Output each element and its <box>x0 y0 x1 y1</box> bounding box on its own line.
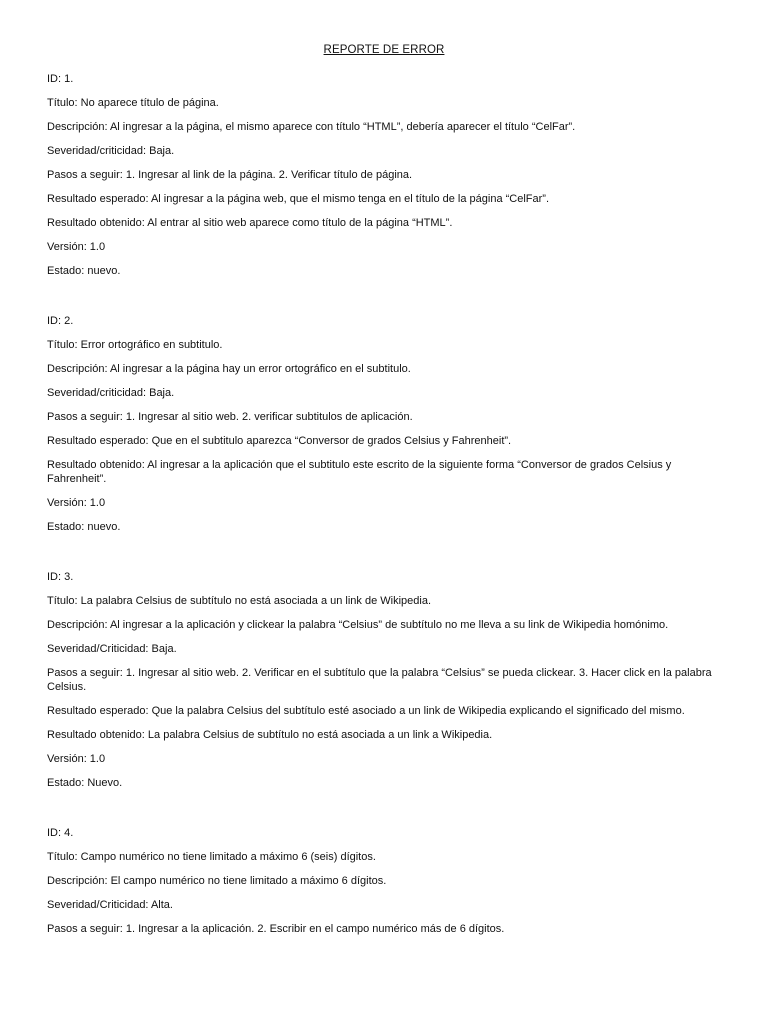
report-expected-result: Resultado esperado: Al ingresar a la página web, que el mismo tenga en el título de la página “CelFar”. <box>47 193 550 205</box>
report-title: Título: La palabra Celsius de subtítulo no está asociada a un link de Wikipedia. <box>47 595 432 607</box>
report-description: Descripción: Al ingresar a la aplicación y clickear la palabra “Celsius” de subtítulo no me lleva a su link de Wikipedia homónimo. <box>47 619 669 631</box>
report-status: Estado: Nuevo. <box>47 777 123 789</box>
report-severity: Severidad/criticidad: Baja. <box>47 387 175 399</box>
report-actual-result: Resultado obtenido: Al ingresar a la aplicación que el subtitulo este escrito de la siguiente forma “Conversor de grados Celsius y Fahrenheit”. <box>47 459 672 485</box>
report-id: ID: 4. <box>47 827 74 839</box>
report-actual-result: Resultado obtenido: Al entrar al sitio web aparece como título de la página “HTML”. <box>47 217 453 229</box>
report-steps: Pasos a seguir: 1. Ingresar al sitio web. 2. verificar subtitulos de aplicación. <box>47 411 413 423</box>
report-description: Descripción: Al ingresar a la página hay un error ortográfico en el subtitulo. <box>47 363 411 375</box>
document-body <box>47 72 722 972</box>
report-status: Estado: nuevo. <box>47 265 121 277</box>
error-report-2 <box>47 314 722 534</box>
report-version: Versión: 1.0 <box>47 241 106 253</box>
document-title: REPORTE DE ERROR <box>323 44 445 56</box>
report-status: Estado: nuevo. <box>47 521 121 533</box>
error-report-3 <box>47 570 722 790</box>
report-severity: Severidad/criticidad: Baja. <box>47 145 175 157</box>
report-title: Título: No aparece título de página. <box>47 97 219 109</box>
report-version: Versión: 1.0 <box>47 497 106 509</box>
report-severity: Severidad/Criticidad: Baja. <box>47 643 177 655</box>
report-version: Versión: 1.0 <box>47 753 106 765</box>
report-title: Título: Campo numérico no tiene limitado a máximo 6 (seis) dígitos. <box>47 851 376 863</box>
report-steps: Pasos a seguir: 1. Ingresar al link de la página. 2. Verificar título de página. <box>47 169 413 181</box>
report-description: Descripción: Al ingresar a la página, el mismo aparece con título “HTML”, debería aparecer el título “CelFar”. <box>47 121 576 133</box>
report-id: ID: 1. <box>47 73 74 85</box>
report-id: ID: 2. <box>47 315 74 327</box>
report-severity: Severidad/Criticidad: Alta. <box>47 899 173 911</box>
report-id: ID: 3. <box>47 571 74 583</box>
report-actual-result: Resultado obtenido: La palabra Celsius de subtítulo no está asociada a un link a Wikipedia. <box>47 729 493 741</box>
report-expected-result: Resultado esperado: Que en el subtitulo aparezca “Conversor de grados Celsius y Fahrenheit”. <box>47 435 512 447</box>
report-steps: Pasos a seguir: 1. Ingresar al sitio web. 2. Verificar en el subtítulo que la palabra “Celsius” se pueda clickear. 3. Hacer click en la palabra Celsius. <box>47 667 712 693</box>
report-steps: Pasos a seguir: 1. Ingresar a la aplicación. 2. Escribir en el campo numérico más de 6 dígitos. <box>47 923 505 935</box>
report-expected-result: Resultado esperado: Que la palabra Celsius del subtítulo esté asociado a un link de Wikipedia explicando el significado del mismo. <box>47 705 685 717</box>
error-report-4 <box>47 826 722 936</box>
report-description: Descripción: El campo numérico no tiene limitado a máximo 6 dígitos. <box>47 875 387 887</box>
report-title: Título: Error ortográfico en subtitulo. <box>47 339 223 351</box>
error-report-1 <box>47 72 722 278</box>
